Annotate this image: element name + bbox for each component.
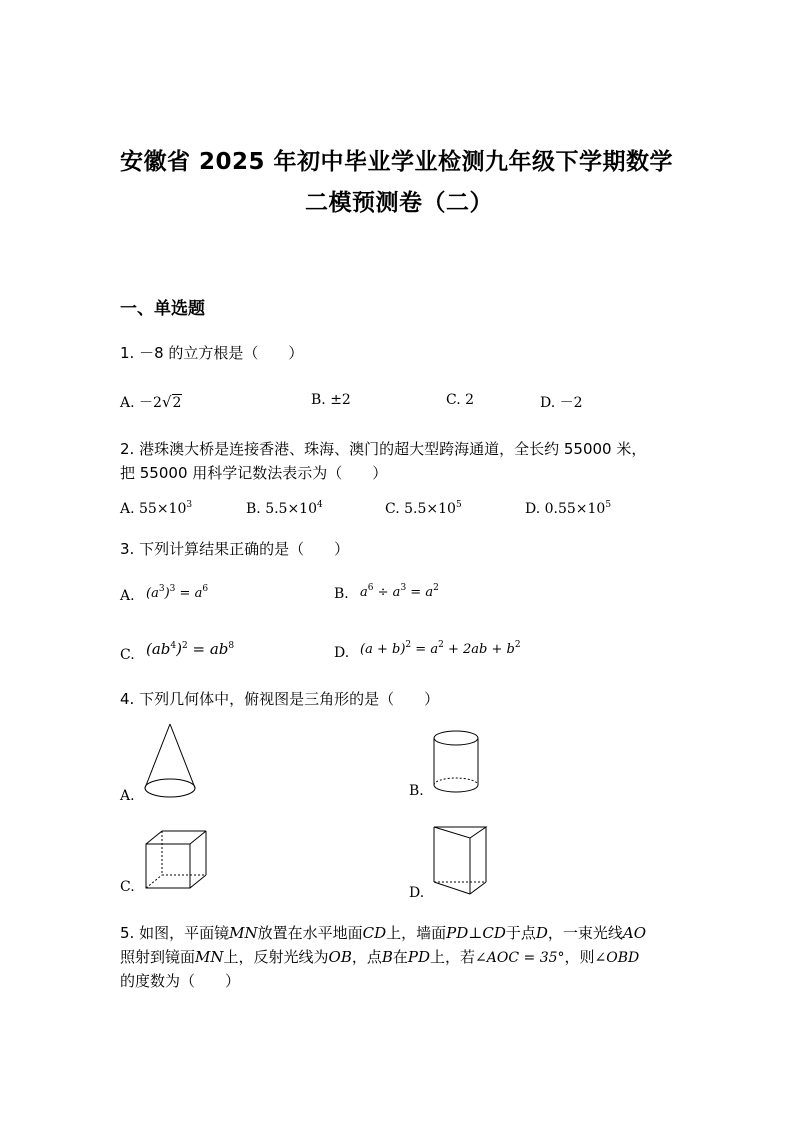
question-5-line1 <box>120 922 646 943</box>
question-2-line1: 2. 港珠澳大桥是连接香港、珠海、澳门的超大型跨海通道，全长约 55000 米， <box>120 440 647 458</box>
option-b-exponent: 4 <box>317 500 323 510</box>
math-perp: PD⊥CD <box>446 924 506 942</box>
question-2-line2: 把 55000 用科学记数法表示为（ ） <box>120 464 388 482</box>
question-2-option-b[interactable] <box>246 500 323 517</box>
math-ob: OB <box>328 948 352 966</box>
option-c-base: C. 5.5×10 <box>385 501 456 517</box>
option-b-base: B. 5.5×10 <box>246 501 317 517</box>
math-pd: PD <box>407 948 431 966</box>
math-b: B <box>381 948 393 966</box>
question-1-option-d[interactable]: D. －2 <box>540 395 583 411</box>
question-3-option-a-label[interactable]: A. <box>120 588 135 604</box>
question-5-line2 <box>120 946 639 967</box>
math-cd: CD <box>362 924 387 942</box>
question-3-option-c-formula: $(ab^4)^2 = ab^8$ <box>146 640 235 658</box>
radicand: 2 <box>172 395 182 411</box>
text: 上，墙面 <box>386 924 447 942</box>
text: 照射到镜面 <box>120 948 196 966</box>
math-mn: MN <box>229 924 258 942</box>
question-4-option-d-label[interactable]: D. <box>409 885 425 901</box>
cube-figure <box>142 828 212 892</box>
text: ，点 <box>351 948 382 966</box>
text: 放置在水平地面 <box>257 924 363 942</box>
question-1-option-a[interactable] <box>120 392 182 412</box>
question-4-stem: 4. 下列几何体中，俯视图是三角形的是（ ） <box>120 690 440 708</box>
option-label: A. <box>120 395 140 411</box>
question-4-option-b-label[interactable]: B. <box>409 783 424 799</box>
question-3-stem: 3. 下列计算结果正确的是（ ） <box>120 540 350 558</box>
text: ，一束光线 <box>547 924 623 942</box>
page-title-line1: 安徽省 2025 年初中毕业学业检测九年级下学期数学 <box>120 149 674 175</box>
option-d-exponent: 5 <box>605 500 612 510</box>
question-3-option-b-formula: $a^6 \div a^3 = a^2$ <box>360 583 439 600</box>
math-ao: AO <box>622 924 647 942</box>
option-a-coefficient: －2 <box>139 395 162 411</box>
question-3-option-d-formula: $(a + b)^2 = a^2 + 2ab + b^2$ <box>360 640 521 657</box>
sqrt-symbol: √ <box>161 393 172 411</box>
question-3-option-b-label[interactable]: B. <box>334 586 349 602</box>
cylinder-figure <box>430 728 482 796</box>
question-2-option-a[interactable] <box>120 500 192 517</box>
question-1-stem: 1. －8 的立方根是（ ） <box>120 344 304 362</box>
option-c-exponent: 5 <box>455 500 462 510</box>
question-2-option-c[interactable] <box>385 500 462 517</box>
question-1-option-b[interactable]: B. ±2 <box>311 392 351 408</box>
cone-figure <box>140 722 200 802</box>
question-4-option-a-label[interactable]: A. <box>120 788 135 804</box>
math-angle-aoc: ∠AOC = 35° <box>475 950 565 966</box>
math-mn: MN <box>195 948 224 966</box>
page-title-line2: 二模预测卷（二） <box>305 190 493 216</box>
question-5-line3: 的度数为（ ） <box>120 972 241 990</box>
text: 在 <box>392 948 408 966</box>
triangular-prism-figure <box>430 824 492 898</box>
option-a-base: A. 55×10 <box>120 501 187 517</box>
math-angle-obd: ∠OBD <box>594 950 640 966</box>
text: 上，反射光线为 <box>223 948 329 966</box>
text: 上，若 <box>430 948 476 966</box>
text: 于点 <box>505 924 536 942</box>
question-2-option-d[interactable] <box>525 500 611 517</box>
option-d-base: D. 0.55×10 <box>525 501 606 517</box>
question-1-option-c[interactable]: C. 2 <box>446 392 475 408</box>
question-4-option-c-label[interactable]: C. <box>120 879 135 895</box>
question-3-option-c-label[interactable]: C. <box>120 647 135 663</box>
section-heading: 一、单选题 <box>120 299 205 319</box>
option-a-exponent: 3 <box>186 500 193 510</box>
math-d: D <box>535 924 548 942</box>
question-3-option-a-formula: $(a^3)^3 = a^6$ <box>146 584 209 601</box>
text: ，则 <box>564 948 595 966</box>
question-3-option-d-label[interactable]: D. <box>334 645 350 661</box>
text: 5. 如图，平面镜 <box>120 924 230 942</box>
